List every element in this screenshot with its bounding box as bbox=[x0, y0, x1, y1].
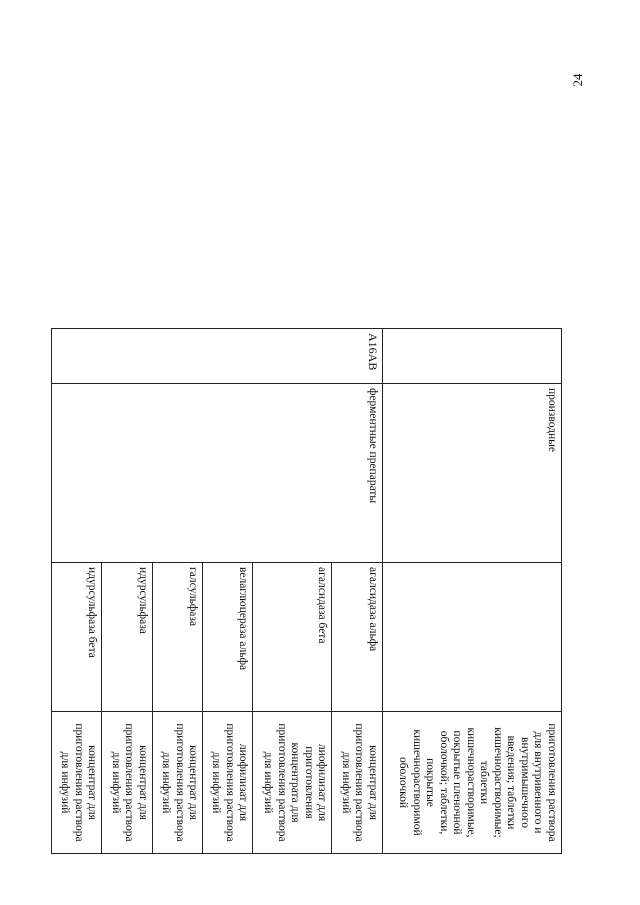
drug-cell: галсульфаза bbox=[152, 563, 202, 712]
drug-cell: идурсульфаза бета bbox=[52, 563, 102, 712]
dosage-form-cell: концентрат для приготовления раствора для инфузий bbox=[52, 712, 102, 854]
drug-cell bbox=[382, 563, 561, 712]
dosage-form-cell: лиофилизат для приготовления концентрата для приготовления раствора для инфузий bbox=[253, 712, 332, 854]
page-number: 24 bbox=[570, 73, 585, 87]
drug-cell: идурсульфаза bbox=[102, 563, 152, 712]
atc-code-cell: A16AB bbox=[52, 329, 383, 384]
drug-table-rotated bbox=[51, 328, 562, 854]
drug-cell: агалсидаза бета bbox=[253, 563, 332, 712]
dosage-form-cell: приготовления раствора для внутривенного и внутримышечного введения; таблетки кишечнорастворимые; таблетки кишечнорастворимые, покрытые пленочной оболочкой; таблетки, покрытые кишечнорастворимой оболочкой bbox=[382, 712, 561, 854]
table-row bbox=[332, 329, 382, 854]
drug-cell: агалсидаза альфа bbox=[332, 563, 382, 712]
drug-cell: велаглюцераза альфа bbox=[203, 563, 253, 712]
dosage-form-cell: лиофилизат для приготовления раствора для инфузий bbox=[203, 712, 253, 854]
dosage-form-cell: концентрат для приготовления раствора для инфузий bbox=[102, 712, 152, 854]
atc-code-cell bbox=[382, 329, 561, 384]
dosage-form-cell: концентрат для приготовления раствора для инфузий bbox=[152, 712, 202, 854]
dosage-form-cell: концентрат для приготовления раствора для инфузий bbox=[332, 712, 382, 854]
group-cell: производные bbox=[382, 384, 561, 563]
drug-table bbox=[51, 328, 562, 854]
group-cell: ферментные препараты bbox=[52, 384, 383, 563]
table-row bbox=[382, 329, 561, 854]
